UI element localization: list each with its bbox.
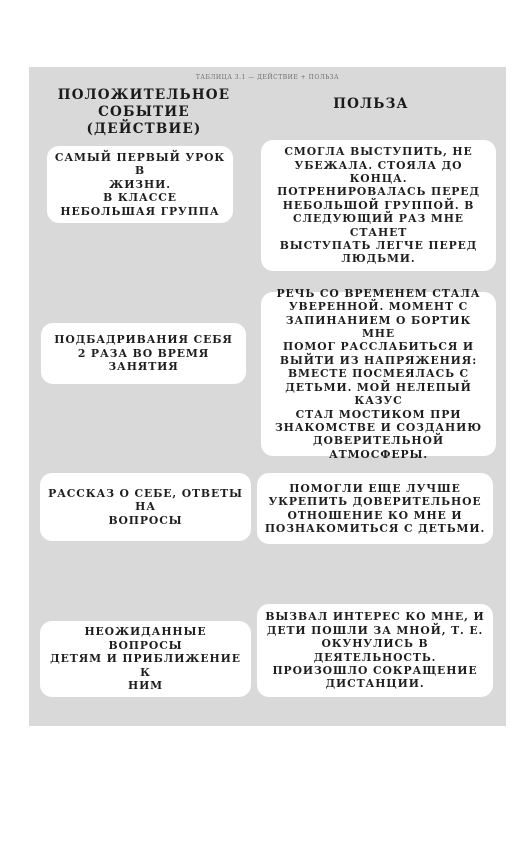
benefit-text-1: СМОГЛА ВЫСТУПИТЬ, НЕ УБЕЖАЛА. СТОЯЛА ДО КОНЦА. ПОТРЕНИРОВАЛАСЬ ПЕРЕД НЕБОЛЬШОЙ ГРУППОЙ. В СЛЕДУЮЩИЙ РАЗ МНЕ СТАНЕТ ВЫСТУПАТЬ ЛЕГЧЕ ПЕРЕД ЛЮДЬМИ. — [277, 145, 480, 266]
column-header-event — [49, 87, 239, 138]
event-text-4: НЕОЖИДАННЫЕ ВОПРОСЫ ДЕТЯМ И ПРИБЛИЖЕНИЕ К НИМ — [50, 625, 241, 693]
benefit-card-2 — [261, 286, 496, 461]
event-text-3: РАССКАЗ О СЕБЕ, ОТВЕТЫ НА ВОПРОСЫ — [48, 486, 243, 527]
column-header-benefit — [293, 96, 449, 113]
benefit-card-3 — [257, 473, 493, 544]
column-header-benefit-label: ПОЛЬЗА — [333, 96, 409, 112]
table-panel — [29, 67, 506, 726]
benefit-text-3: ПОМОГЛИ ЕЩЕ ЛУЧШЕ УКРЕПИТЬ ДОВЕРИТЕЛЬНОЕ ОТНОШЕНИЕ КО МНЕ И ПОЗНАКОМИТЬСЯ С ДЕТЬМИ. — [264, 481, 486, 535]
benefit-card-4 — [257, 604, 493, 697]
benefit-text-4: ВЫЗВАЛ ИНТЕРЕС КО МНЕ, И ДЕТИ ПОШЛИ ЗА МНОЙ, Т. Е. ОКУНУЛИСЬ В ДЕЯТЕЛЬНОСТЬ. ПРОИЗОШЛО СОКРАЩЕНИЕ ДИСТАНЦИИ. — [265, 610, 485, 691]
event-card-1 — [47, 146, 233, 223]
event-text-1: САМЫЙ ПЕРВЫЙ УРОК В ЖИЗНИ. В КЛАССЕ НЕБОЛЬШАЯ ГРУППА — [54, 150, 226, 218]
column-header-event-label: ПОЛОЖИТЕЛЬНОЕ СОБЫТИЕ (ДЕЙСТВИЕ) — [57, 87, 231, 137]
event-card-3 — [40, 473, 251, 541]
event-card-4 — [40, 621, 251, 697]
event-card-2 — [41, 323, 246, 384]
event-text-2: ПОДБАДРИВАНИЯ СЕБЯ 2 РАЗА ВО ВРЕМЯ ЗАНЯТИЯ — [54, 333, 233, 374]
benefit-text-2: РЕЧЬ СО ВРЕМЕНЕМ СТАЛА УВЕРЕННОЙ. МОМЕНТ С ЗАПИНАНИЕМ О БОРТИК МНЕ ПОМОГ РАССЛАБИТЬСЯ И ВЫЙТИ ИЗ НАПРЯЖЕНИЯ: ВМЕСТЕ ПОСМЕЯЛАСЬ С ДЕТЬМИ. МОЙ НЕЛЕПЫЙ КАЗУС СТАЛ МОСТИКОМ ПРИ ЗНАКОМСТВЕ И СОЗДАНИЮ ДОВЕРИТЕЛЬНОЙ АТМОСФЕРЫ. — [274, 286, 483, 461]
table-caption: ТАБЛИЦА 3.1 — ДЕЙСТВИЕ + ПОЛЬЗА — [195, 74, 340, 81]
benefit-card-1 — [261, 140, 496, 271]
